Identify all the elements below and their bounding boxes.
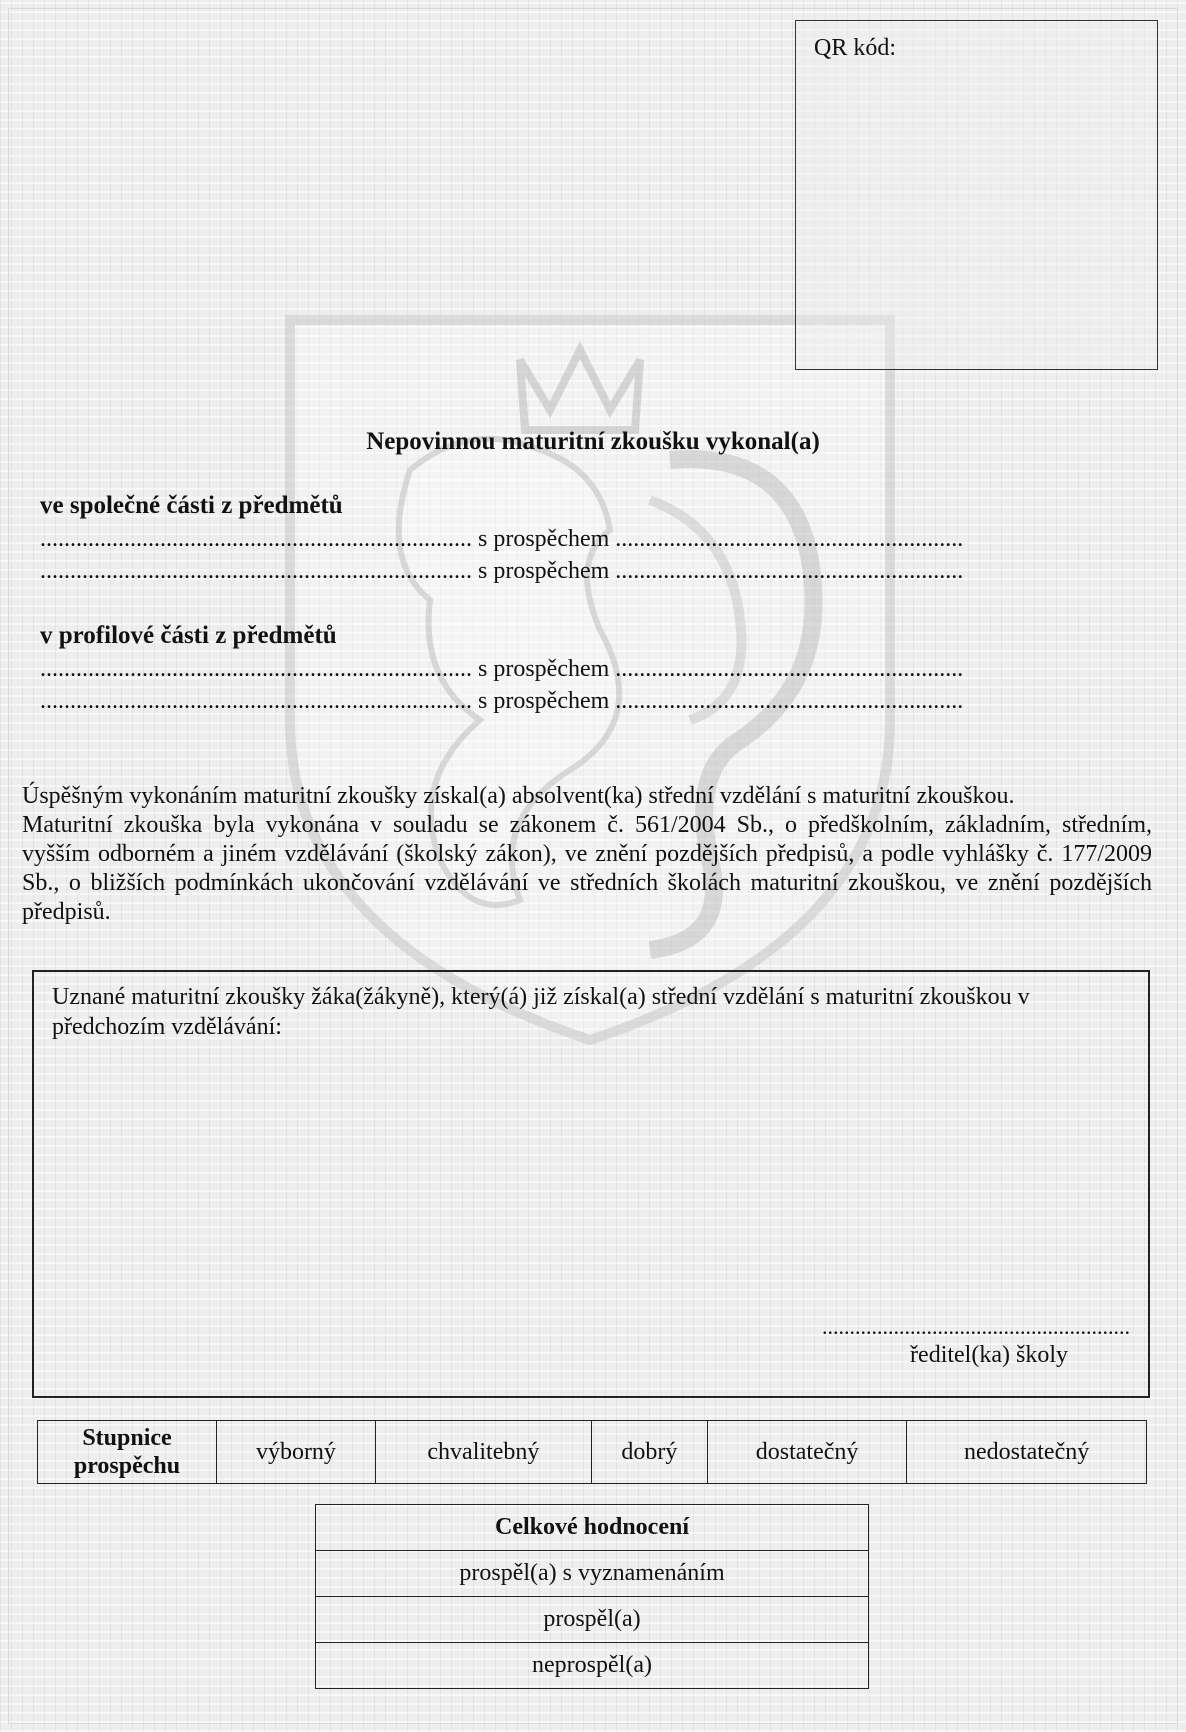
legal-paragraph-body: Maturitní zkouška byla vykonána v souladu se zákonem č. 561/2004 Sb., o předškolním, základním, středním, vyšším odborném a jiném vzdělávání (školský zákon), ve znění pozdějších předpisů, a podle vyhlášky č. 177/2009 Sb., o bližších podmínkách ukončování vzdělávání ve středních školách maturitní zkouškou, ve znění pozdějších předpisů. [22, 812, 1152, 925]
signature-line: ........................................................ [822, 1314, 1130, 1339]
director-label: ředitel(ka) školy [910, 1342, 1068, 1368]
overall-evaluation-table [315, 1504, 869, 1689]
common-part-title: ve společné části z předmětů [40, 492, 343, 519]
legal-paragraph-line-1: Úspěšným vykonáním maturitní zkoušky získal(a) absolvent(ka) střední vzdělání s maturitní zkouškou. [22, 783, 1015, 809]
grade-cell: dostatečný [707, 1421, 906, 1484]
profile-subject-line-2: ........................................................................ s prospěchem .......................................................... [40, 688, 964, 714]
legal-paragraph [22, 782, 1152, 927]
evaluation-option: neprospěl(a) [316, 1643, 869, 1689]
grade-cell: chvalitebný [375, 1421, 591, 1484]
evaluation-option: prospěl(a) s vyznamenáním [316, 1551, 869, 1597]
grade-cell: nedostatečný [907, 1421, 1147, 1484]
profile-part-title: v profilové části z předmětů [40, 622, 337, 649]
recognized-exams-text: Uznané maturitní zkoušky žáka(žákyně), který(á) již získal(a) střední vzdělání s maturitní zkouškou v předchozím vzdělávání: [52, 984, 1030, 1040]
common-subject-line-2: ........................................................................ s prospěchem .......................................................... [40, 558, 964, 584]
evaluation-option: prospěl(a) [316, 1597, 869, 1643]
optional-exam-heading: Nepovinnou maturitní zkoušku vykonal(a) [366, 428, 820, 455]
common-subject-line-1: ........................................................................ s prospěchem .......................................................... [40, 526, 964, 552]
grade-cell: výborný [217, 1421, 376, 1484]
profile-subject-line-1: ........................................................................ s prospěchem .......................................................... [40, 656, 964, 682]
qr-code-box [795, 20, 1158, 370]
grade-cell: dobrý [591, 1421, 707, 1484]
qr-label: QR kód: [814, 35, 897, 61]
overall-evaluation-header: Celkové hodnocení [316, 1505, 869, 1551]
grading-scale-header: Stupnice prospěchu [38, 1421, 217, 1484]
grading-scale-table [37, 1420, 1147, 1484]
recognized-exams-box [32, 970, 1150, 1398]
